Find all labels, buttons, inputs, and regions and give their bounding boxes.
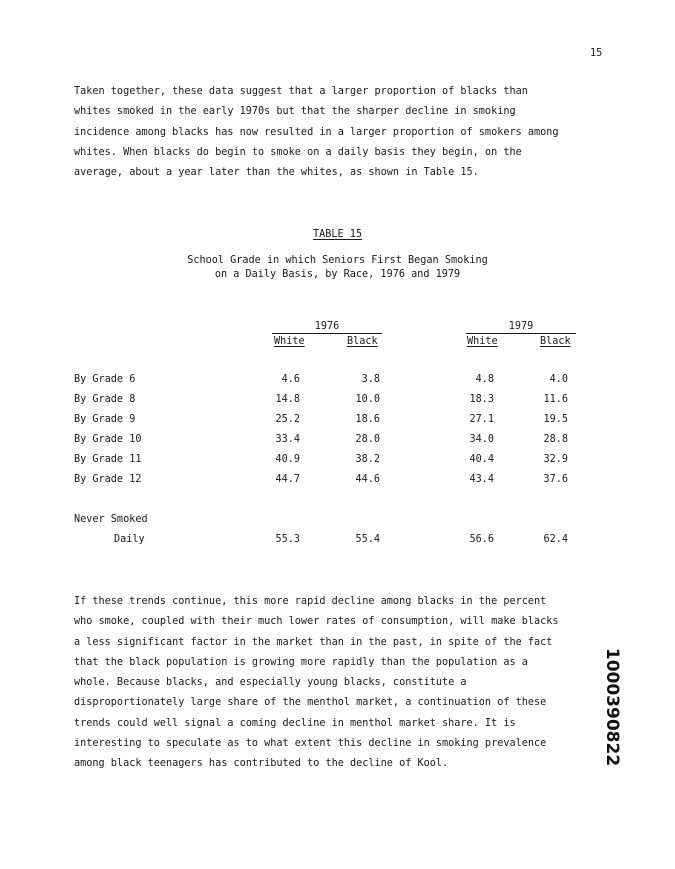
cell-white-1979: 18.3 [469,394,494,405]
cell-white-1979: 34.0 [469,434,494,445]
row-label: By Grade 11 [74,454,142,465]
cell-white-1976: 33.4 [275,434,300,445]
never-smoked-label-daily: Daily [114,534,145,545]
row-label: By Grade 8 [74,394,136,405]
year-1976-header: 1976 [314,321,340,332]
year-1979-rule [466,333,576,334]
cell-black-1979: 37.6 [543,474,568,485]
cell-black-1976: 44.6 [355,474,380,485]
col-white-1979: White [467,336,498,347]
cell-black-1979: 28.8 [543,434,568,445]
intro-paragraph: Taken together, these data suggest that a larger proportion of blacks than whites smoked in the early 1970s but that the sharper decline in smoking incidence among blacks has now resulted in a larger proportion of smokers among whites. When blacks do begin to smoke on a daily basis they begin, on the average, about a year later than the whites, as shown in Table 15. [74,86,559,179]
cell-black-1979: 4.0 [549,374,568,385]
cell-black-1976: 3.8 [361,374,380,385]
cell-white-1976: 25.2 [275,414,300,425]
table-label [0,228,675,242]
cell-white-1979: 56.6 [469,534,494,545]
cell-black-1976: 10.0 [355,394,380,405]
row-label: By Grade 10 [74,434,142,445]
col-black-1976: Black [347,336,378,347]
trend-paragraph: If these trends continue, this more rapid decline among blacks in the percent who smoke, coupled with their much lower rates of consumption, will make blacks a less significant factor in the market than in the past, in spite of the fact that the black population is growing more rapidly than the population as a whole. Because blacks, and especially young blacks, constitute a disproportionately large share of the menthol market, a continuation of these trends could well signal a coming decline in menthol market share. It is interesting to speculate as to what extent this decline in smoking prevalence among black teenagers has contributed to the decline of Kool. [74,596,559,770]
cell-black-1976: 38.2 [355,454,380,465]
never-smoked-label: Never Smoked [74,514,148,525]
cell-white-1979: 43.4 [469,474,494,485]
row-label: By Grade 12 [74,474,142,485]
row-label: By Grade 6 [74,374,136,385]
cell-white-1976: 44.7 [275,474,300,485]
table-title-line1: School Grade in which Seniors First Began Smoking [187,255,488,266]
cell-white-1979: 40.4 [469,454,494,465]
cell-white-1976: 4.6 [281,374,300,385]
col-black-1979: Black [540,336,571,347]
cell-black-1979: 32.9 [543,454,568,465]
year-1979-header: 1979 [508,321,534,332]
cell-white-1979: 27.1 [469,414,494,425]
cell-black-1976: 55.4 [355,534,380,545]
cell-white-1979: 4.8 [475,374,494,385]
table-label-text: TABLE 15 [312,229,363,240]
cell-black-1979: 11.6 [543,394,568,405]
cell-black-1979: 19.5 [543,414,568,425]
cell-black-1976: 18.6 [355,414,380,425]
cell-black-1976: 28.0 [355,434,380,445]
year-1976-rule [272,333,382,334]
col-white-1976: White [274,336,305,347]
cell-white-1976: 14.8 [275,394,300,405]
cell-black-1979: 62.4 [543,534,568,545]
document-id-text: 1000390822 [602,647,622,767]
document-id-stamp [595,644,629,770]
row-label: By Grade 9 [74,414,136,425]
cell-white-1976: 40.9 [275,454,300,465]
table-title-line2: on a Daily Basis, by Race, 1976 and 1979 [214,269,461,280]
page-number: 15 [590,48,603,59]
cell-white-1976: 55.3 [275,534,300,545]
